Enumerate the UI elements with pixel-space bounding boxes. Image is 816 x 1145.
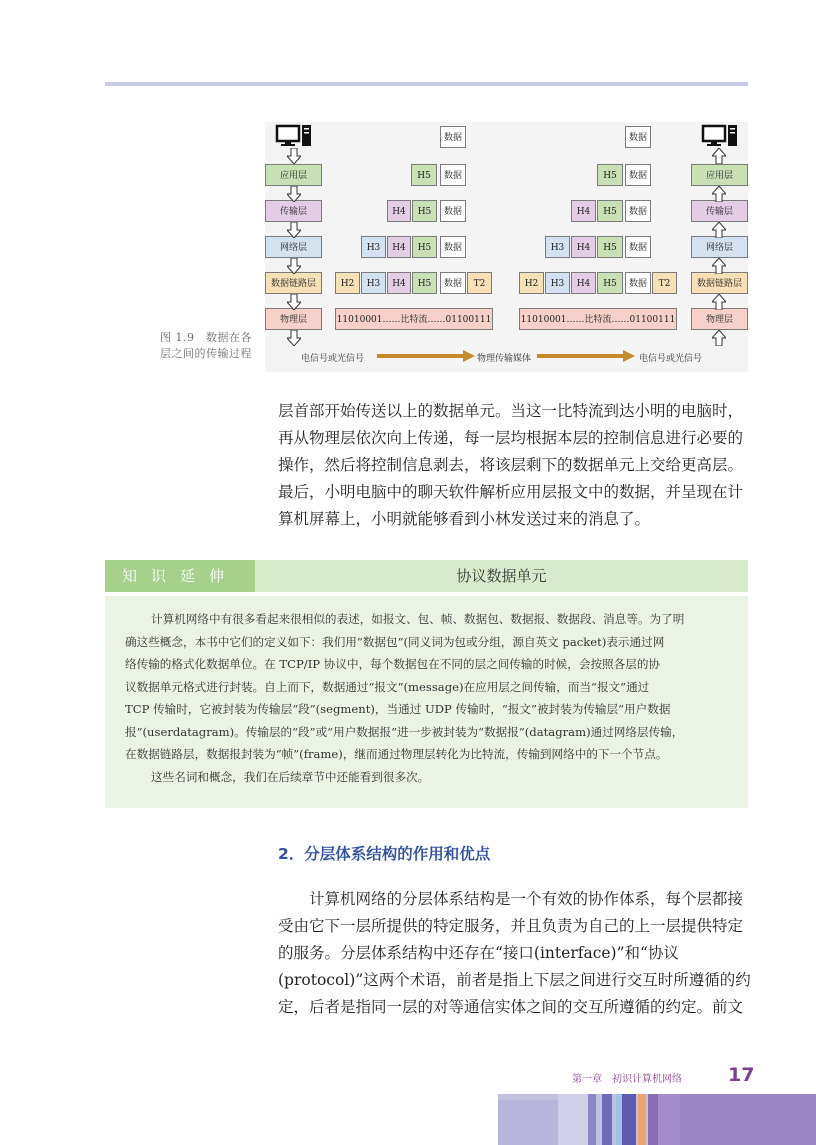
text-line: 在数据链路层，数据报封装为“帧”(frame)，继而通过物理层转化为比特流，传输到网络中的下一个节点。 (125, 747, 668, 761)
data-box: 数据 (625, 236, 651, 258)
h5-header: H5 (597, 164, 623, 186)
paragraph-2 (278, 886, 750, 1021)
left-network-layer: 网络层 (265, 236, 322, 258)
up-arrow-icon (712, 294, 726, 310)
decorative-stripes (498, 1094, 816, 1145)
h5-header: H5 (597, 200, 623, 222)
data-box: 数据 (440, 200, 466, 222)
text-line: (protocol)”这两个术语，前者是指上下层之间进行交互时所遵循的约 (278, 971, 751, 989)
extension-label: 知识延伸 (105, 560, 255, 592)
chapter-footer: 第一章 初识计算机网络 (572, 1074, 682, 1085)
h4-header: H4 (387, 236, 411, 258)
page-number: 17 (728, 1064, 755, 1086)
up-arrow-icon (712, 222, 726, 238)
t2-trailer: T2 (652, 272, 677, 294)
up-arrow-icon (712, 148, 726, 164)
text-line: 层首部开始传送以上的数据单元。当这一比特流到达小明的电脑时， (278, 402, 744, 420)
h3-header: H3 (361, 236, 386, 258)
text-line: 的服务。分层体系结构中还存在“接口(interface)”和“协议 (278, 944, 679, 962)
extension-body (105, 596, 748, 808)
h4-header: H4 (571, 200, 596, 222)
extension-header (105, 560, 748, 592)
text-line: 操作，然后将控制信息剥去，将该层剩下的数据单元上交给更高层。 (278, 456, 744, 474)
data-box: 数据 (440, 164, 466, 186)
paragraph-1 (278, 398, 750, 533)
h3-header: H3 (545, 272, 570, 294)
right-network-layer: 网络层 (691, 236, 748, 258)
computer-icon-left (275, 124, 315, 148)
text-line: TCP 传输时，它被封装为传输层“段”(segment)，当通过 UDP 传输时，“报文”被封装为传输层“用户数据 (125, 702, 671, 716)
right-datalink-layer: 数据链路层 (691, 272, 748, 294)
h5-header: H5 (412, 236, 437, 258)
h5-header: H5 (597, 272, 623, 294)
right-application-layer: 应用层 (691, 164, 748, 186)
text-line: 计算机网络的分层体系结构是一个有效的协作体系，每个层都接 (309, 890, 744, 908)
up-arrow-icon (712, 258, 726, 274)
h4-header: H4 (387, 272, 411, 294)
extension-text (125, 608, 730, 788)
h3-header: H3 (361, 272, 386, 294)
left-transport-layer: 传输层 (265, 200, 322, 222)
text-line: 再从物理层依次向上传递，每一层均根据本层的控制信息进行必要的 (278, 429, 744, 447)
text-line: 络传输的格式化数据单位。在 TCP/IP 协议中，每个数据包在不同的层之间传输的时候，会按照各层的协 (125, 657, 661, 671)
h4-header: H4 (387, 200, 411, 222)
bitstream-left: 11010001……比特流……01100111 (335, 308, 493, 330)
text-line: 报”(userdatagram)。传输层的“段”或“用户数据报”进一步被封装为“数据报”(datagram)通过网络层传输， (125, 724, 684, 739)
h2-header: H2 (335, 272, 360, 294)
data-box: 数据 (440, 126, 466, 148)
data-box: 数据 (625, 164, 651, 186)
data-box: 数据 (440, 272, 466, 294)
medium-label: 物理传输媒体 (477, 354, 532, 364)
figure-caption: 图 1.9 数据在各层之间的传输过程 (160, 331, 252, 360)
figure-layer-transmission (265, 122, 748, 372)
right-transport-layer: 传输层 (691, 200, 748, 222)
data-box: 数据 (440, 236, 466, 258)
down-arrow-icon (287, 222, 301, 238)
h4-header: H4 (571, 236, 596, 258)
signal-label-right: 电信号或光信号 (639, 354, 703, 364)
down-arrow-icon (287, 258, 301, 274)
h5-header: H5 (412, 200, 437, 222)
t2-trailer: T2 (467, 272, 492, 294)
up-arrow-icon (712, 186, 726, 202)
data-box: 数据 (625, 272, 651, 294)
h5-header: H5 (412, 272, 437, 294)
down-arrow-icon (287, 186, 301, 202)
section-title: 2．分层体系结构的作用和优点 (278, 845, 491, 863)
signal-label-left: 电信号或光信号 (301, 354, 365, 364)
text-line: 定，后者是指同一层的对等通信实体之间的交互所遵循的约定。前文 (278, 998, 744, 1016)
left-application-layer: 应用层 (265, 164, 322, 186)
h3-header: H3 (545, 236, 570, 258)
extension-title: 协议数据单元 (456, 567, 547, 585)
h5-header: H5 (411, 164, 437, 186)
computer-icon-right (701, 124, 741, 148)
text-line: 这些名词和概念，我们在后续章节中还能看到很多次。 (151, 769, 430, 784)
down-arrow-icon (287, 148, 301, 164)
right-arrow-icon (537, 350, 635, 362)
right-arrow-icon (377, 350, 475, 362)
left-datalink-layer: 数据链路层 (265, 272, 322, 294)
text-line: 受由它下一层所提供的特定服务，并且负责为自己的上一层提供特定 (278, 917, 744, 935)
text-line: 计算机网络中有很多看起来很相似的表述，如报文、包、帧、数据包、数据报、数据段、消息等。为了明 (151, 612, 685, 626)
bitstream-right: 11010001……比特流……01100111 (519, 308, 677, 330)
down-arrow-icon (287, 294, 301, 310)
data-box: 数据 (625, 126, 651, 148)
text-line: 最后，小明电脑中的聊天软件解析应用层报文中的数据，并呈现在计 (278, 483, 744, 501)
left-physical-layer: 物理层 (265, 308, 322, 330)
data-box: 数据 (625, 200, 651, 222)
right-physical-layer: 物理层 (691, 308, 748, 330)
top-rule (105, 82, 748, 86)
text-line: 议数据单元格式进行封装。自上而下，数据通过“报文”(message)在应用层之间传输，而当“报文”通过 (125, 679, 650, 694)
text-line: 确这些概念，本书中它们的定义如下：我们用“数据包”(同义词为包或分组，源自英文 packet)表示通过网 (125, 634, 665, 649)
text-line: 算机屏幕上，小明就能够看到小林发送过来的消息了。 (278, 510, 651, 528)
h4-header: H4 (571, 272, 596, 294)
signal-row (265, 344, 748, 370)
h5-header: H5 (597, 236, 623, 258)
h2-header: H2 (519, 272, 544, 294)
